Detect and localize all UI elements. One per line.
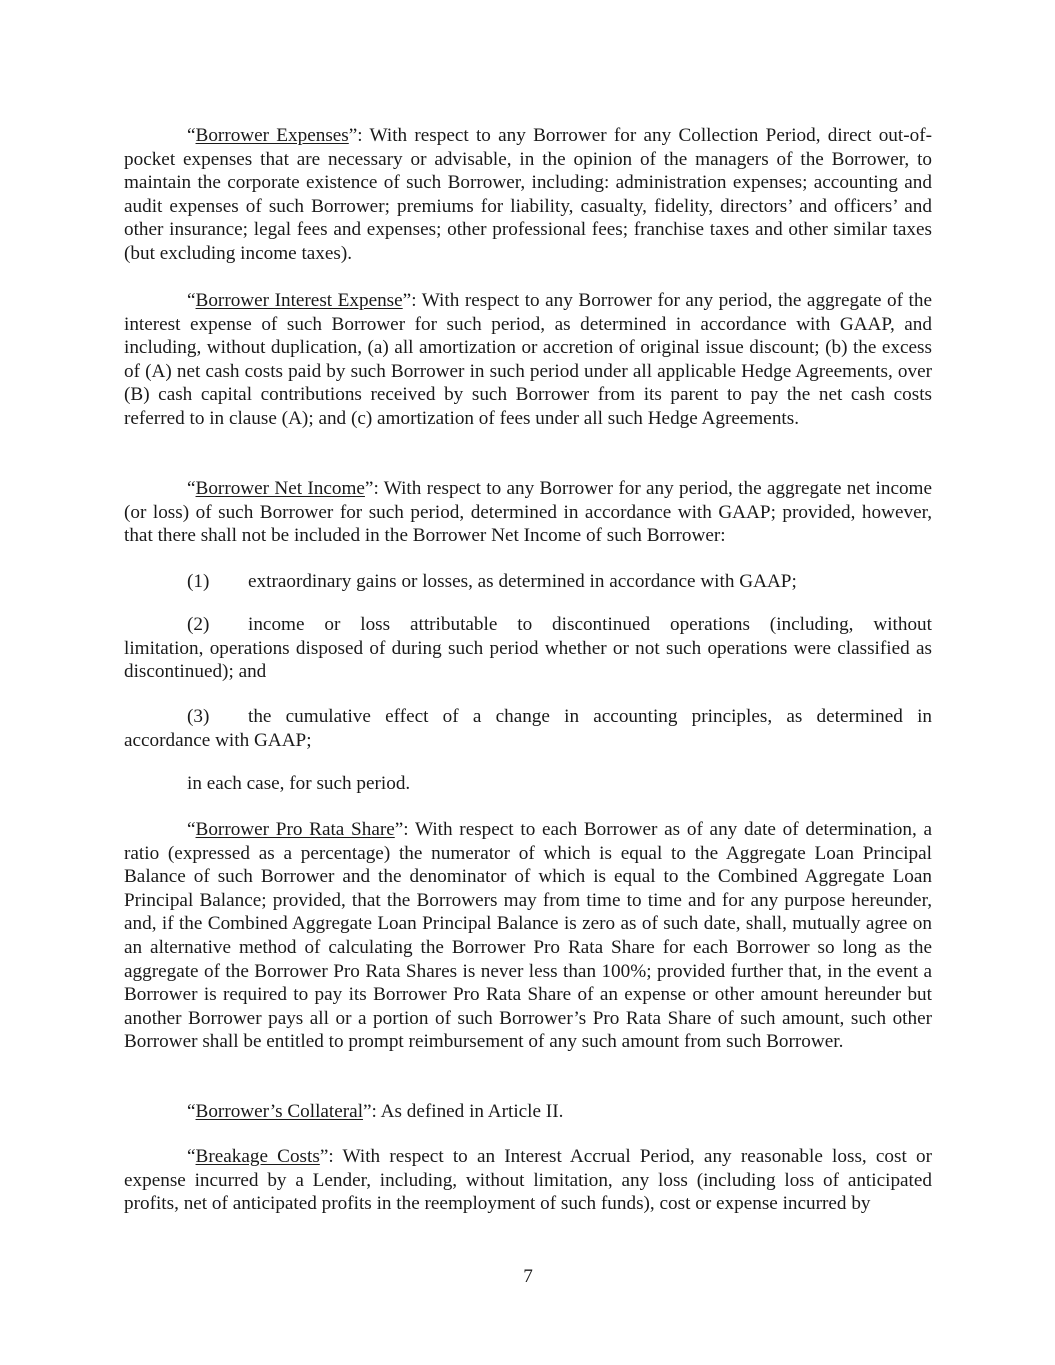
definition-text: With respect to any Borrower for any period, the aggregate of the interest expense of such Borrower for such period, as determined in accordance with GAAP, and including, without duplication, (a) all amortization or accretion of original issue discount; (b) the excess of (A) net cash costs paid by such Borrower in such period under all applicable Hedge Agreements, over (B) cash capital contributions received by such Borrower from its parent to pay the net cash costs referred to in clause (A); and (c) amortization of fees under all such Hedge Agreements. bbox=[124, 290, 932, 429]
definition-text: With respect to an Interest Accrual Period, any reasonable loss, cost or expense incurred by a Lender, including, without limitation, any loss (including loss of anticipated profits, net of anticipated profits in the reemployment of such funds), cost or expense incurred by bbox=[124, 1146, 932, 1215]
item-text: extraordinary gains or losses, as determined in accordance with GAAP; bbox=[248, 571, 797, 592]
list-item-3 bbox=[124, 705, 932, 752]
definition-text: With respect to each Borrower as of any date of determination, a ratio (expressed as a percentage) the numerator of which is equal to the Aggregate Loan Principal Balance of such Borrower and the denominator of which is equal to the Combined Aggregate Loan Principal Balance; provided, that the Borrowers may from time to time and for any purpose hereunder, and, if the Combined Aggregate Loan Principal Balance is zero as of such date, shall, mutually agree on an alternative method of calculating the Borrower Pro Rata Share for each Borrower so long as the aggregate of the Borrower Pro Rata Shares is never less than 100%; provided further that, in the event a Borrower is required to pay its Borrower Pro Rata Share of an expense or other amount hereunder but another Borrower pays all or a portion of such Borrower’s Pro Rata Share of such amount, such other Borrower shall be entitled to prompt reimbursement of any such amount from such Borrower. bbox=[124, 819, 932, 1053]
item-text-first-line: the cumulative effect of a change in accounting principles, as determined in bbox=[248, 706, 932, 727]
definition-borrower-interest-expense: “Borrower Interest Expense”: With respect to any Borrower for any period, the aggregate of the interest expense of such Borrower for such period, as determined in accordance with GAAP, and including, without duplication, (a) all amortization or accretion of original issue discount; (b) the excess of (A) net cash costs paid by such Borrower in such period under all applicable Hedge Agreements, over (B) cash capital contributions received by such Borrower from its parent to pay the net cash costs referred to in clause (A); and (c) amortization of fees under all such Hedge Agreements. bbox=[124, 290, 932, 429]
item-text-first-line: income or loss attributable to discontinued operations (including, without bbox=[248, 614, 932, 635]
item-number: (3) bbox=[187, 706, 210, 727]
definition-borrowers-collateral: “Borrower’s Collateral”: As defined in Article II. bbox=[187, 1101, 564, 1122]
definition-borrower-expenses: “Borrower Expenses”: With respect to any Borrower for any Collection Period, direct out-of-pocket expenses that are necessary or advisable, in the opinion of the managers of the Borrower, to maintain the corporate existence of such Borrower, including: administration expenses; accounting and audit expenses of such Borrower; premiums for liability, casualty, fidelity, directors’ and officers’ and other insurance; legal fees and expenses; other professional fees; franchise taxes and other similar taxes (but excluding income taxes). bbox=[124, 125, 932, 264]
definition-breakage-costs: “Breakage Costs”: With respect to an Interest Accrual Period, any reasonable loss, cost or expense incurred by a Lender, including, without limitation, any loss (including loss of anticipated profits, net of anticipated profits in the reemployment of such funds), cost or expense incurred by bbox=[124, 1146, 932, 1215]
defined-term: Borrower Expenses bbox=[195, 125, 349, 146]
page-number: 7 bbox=[523, 1266, 533, 1287]
defined-term: Borrower Interest Expense bbox=[195, 290, 403, 311]
definition-borrower-pro-rata-share: “Borrower Pro Rata Share”: With respect to each Borrower as of any date of determination, a ratio (expressed as a percentage) the numerator of which is equal to the Aggregate Loan Principal Balance of such Borrower and the denominator of which is equal to the Combined Aggregate Loan Principal Balance; provided, that the Borrowers may from time to time and for any purpose hereunder, and, if the Combined Aggregate Loan Principal Balance is zero as of such date, shall, mutually agree on an alternative method of calculating the Borrower Pro Rata Share for each Borrower so long as the aggregate of the Borrower Pro Rata Shares is never less than 100%; provided further that, in the event a Borrower is required to pay its Borrower Pro Rata Share of an expense or other amount hereunder but another Borrower pays all or a portion of such Borrower’s Pro Rata Share of such amount, such other Borrower shall be entitled to prompt reimbursement of any such amount from such Borrower. bbox=[124, 819, 932, 1053]
list-item-2 bbox=[124, 613, 932, 684]
definition-borrower-net-income: “Borrower Net Income”: With respect to any Borrower for any period, the aggregate net income (or loss) of such Borrower for such period, determined in accordance with GAAP; provided, however, that there shall not be included in the Borrower Net Income of such Borrower: bbox=[124, 478, 932, 547]
item-text-continuation: limitation, operations disposed of during such period whether or not such operations were classified as discontinued); and bbox=[124, 637, 932, 683]
closing-line: in each case, for such period. bbox=[187, 773, 411, 794]
defined-term: Borrower Net Income bbox=[195, 478, 365, 499]
defined-term: Borrower’s Collateral bbox=[195, 1101, 364, 1122]
definition-text: With respect to any Borrower for any period, the aggregate net income (or loss) of such Borrower for such period, determined in accordance with GAAP; provided, however, that there shall not be included in the Borrower Net Income of such Borrower: bbox=[124, 478, 932, 547]
defined-term: Borrower Pro Rata Share bbox=[195, 819, 395, 840]
item-number: (1) bbox=[187, 571, 210, 592]
item-text-continuation: accordance with GAAP; bbox=[124, 729, 312, 751]
document-page bbox=[124, 0, 932, 1365]
item-number: (2) bbox=[187, 614, 210, 635]
definition-text: As defined in Article II. bbox=[380, 1101, 564, 1122]
defined-term: Breakage Costs bbox=[195, 1146, 320, 1167]
definition-text: With respect to any Borrower for any Collection Period, direct out-of-pocket expenses that are necessary or advisable, in the opinion of the managers of the Borrower, to maintain the corporate existence of such Borrower, including: administration expenses; accounting and audit expenses of such Borrower; premiums for liability, casualty, fidelity, directors’ and officers’ and other insurance; legal fees and expenses; other professional fees; franchise taxes and other similar taxes (but excluding income taxes). bbox=[124, 125, 932, 264]
